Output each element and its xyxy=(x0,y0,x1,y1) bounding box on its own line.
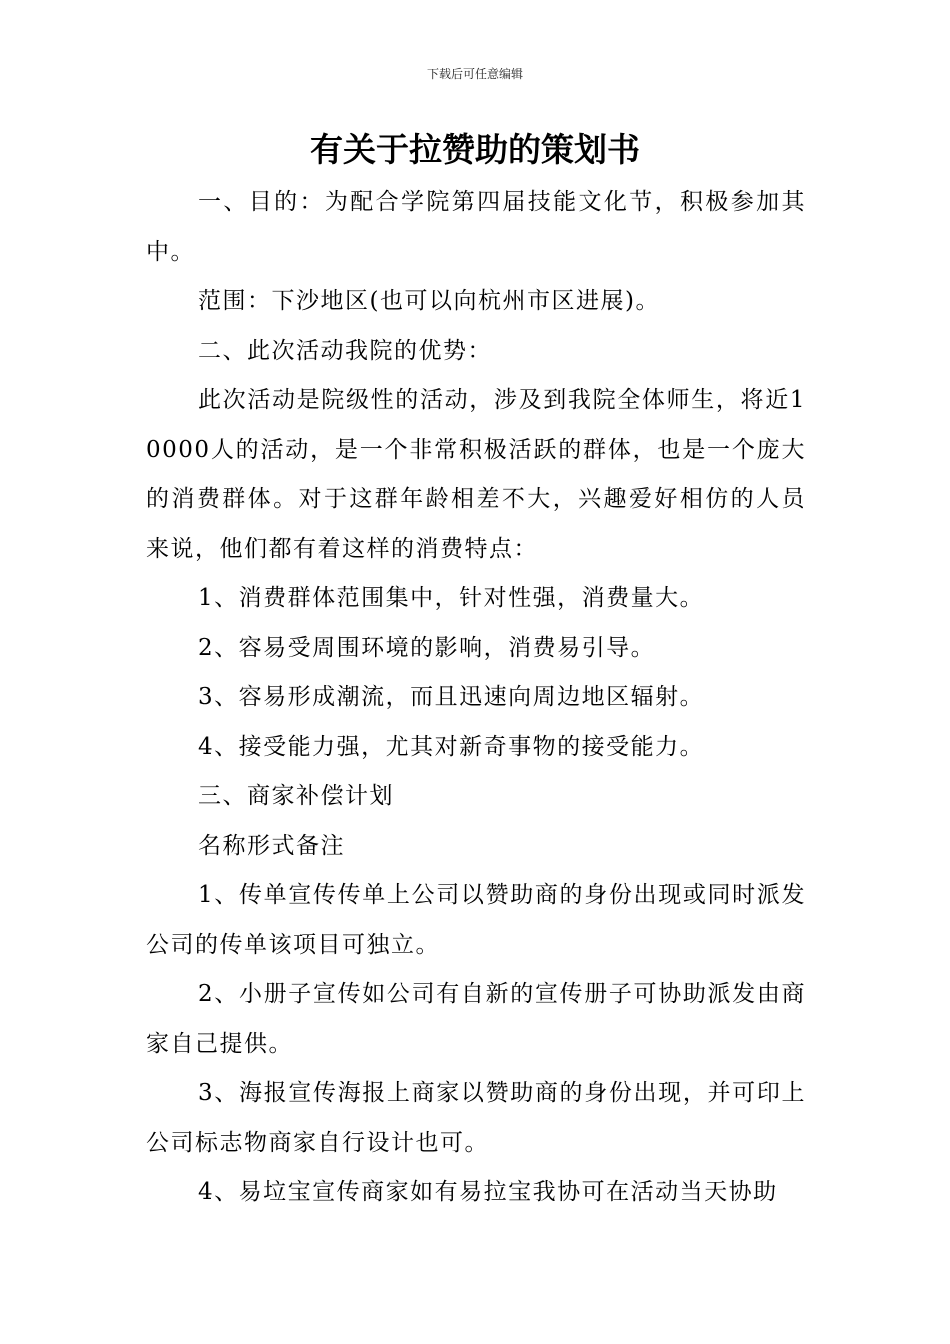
compensation-columns-label: 名称形式备注 xyxy=(198,832,345,859)
document-title: 有关于拉赞助的策划书 xyxy=(310,130,640,169)
list-item-flyer: 1、传单宣传传单上公司以赞助商的身份出现或同时派发公司的传单该项目可独立。 xyxy=(146,882,806,958)
list-item-feature-1: 1、消费群体范围集中，针对性强，消费量大。 xyxy=(198,585,705,611)
section-heading-advantages: 二、此次活动我院的优势： xyxy=(198,337,492,364)
list-item-feature-2: 2、容易受周围环境的影响，消费易引导。 xyxy=(198,634,656,661)
document-body xyxy=(146,178,806,1218)
list-item-brochure: 2、小册子宣传如公司有自新的宣传册子可协助派发由商家自己提供。 xyxy=(146,981,806,1057)
list-item-feature-4: 4、接受能力强，尤其对新奇事物的接受能力。 xyxy=(198,733,705,760)
list-item-feature-3: 3、容易形成潮流，而且迅速向周边地区辐射。 xyxy=(198,684,705,710)
page-header: 下载后可任意编辑 xyxy=(426,67,523,81)
paragraph-scope: 范围：下沙地区(也可以向杭州市区进展)。 xyxy=(198,288,660,314)
paragraph-advantages: 此次活动是院级性的活动，涉及到我院全体师生，将近10000人的活动，是一个非常积极活跃的群体，也是一个庞大的消费群体。对于这群年龄相差不大，兴趣爱好相仿的人员来说，他们都有着这样的消费特点： xyxy=(146,387,806,562)
paragraph-purpose: 一、目的：为配合学院第四届技能文化节，积极参加其中。 xyxy=(146,189,806,265)
section-heading-compensation: 三、商家补偿计划 xyxy=(198,783,394,809)
list-item-poster: 3、海报宣传海报上商家以赞助商的身份出现，并可印上公司标志物商家自行设计也可。 xyxy=(146,1080,806,1156)
list-item-rollup-banner: 4、易垃宝宣传商家如有易拉宝我协可在活动当天协助 xyxy=(198,1179,778,1205)
